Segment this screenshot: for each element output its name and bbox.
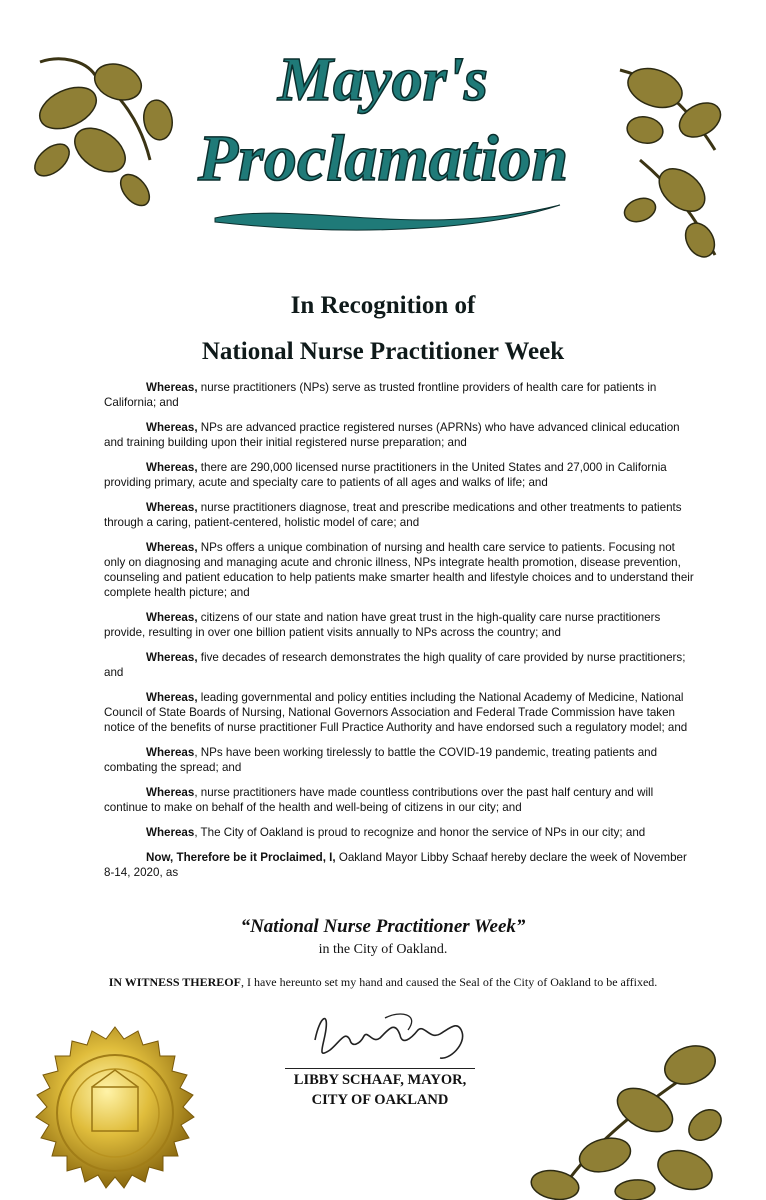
paragraph-text: , The City of Oakland is proud to recognize and honor the service of NPs in our city; and <box>194 826 646 839</box>
witness-statement <box>0 975 766 990</box>
header-artwork <box>0 0 766 270</box>
paragraph-lead: Whereas <box>146 746 195 759</box>
signatory-name: LIBBY SCHAAF, MAYOR, <box>293 1072 467 1088</box>
paragraph-lead: Now, Therefore be it Proclaimed, I, <box>146 851 336 864</box>
proclaimed-week-name: “National Nurse Practitioner Week” <box>240 916 526 937</box>
whereas-paragraph <box>104 460 694 490</box>
paragraph-lead: Whereas <box>146 826 195 839</box>
whereas-paragraph <box>104 690 694 735</box>
whereas-paragraph <box>104 540 694 600</box>
whereas-paragraph <box>104 380 694 410</box>
whereas-paragraph <box>104 500 694 530</box>
paragraph-lead: Whereas <box>146 786 195 799</box>
city-seal-icon <box>0 1025 230 1200</box>
paragraph-text: nurse practitioners (NPs) serve as trusted frontline providers of health care for patients in California; and <box>104 381 657 409</box>
paragraph-text: citizens of our state and nation have great trust in the high-quality care nurse practitioners provide, resulting in over one billion patient visits annually to NPs across the country; and <box>104 611 661 639</box>
paragraph-lead: Whereas, <box>146 541 198 554</box>
header-title-line1: Mayor's <box>277 46 489 114</box>
paragraph-lead: Whereas, <box>146 501 198 514</box>
paragraph-text: , NPs have been working tirelessly to battle the COVID-19 pandemic, treating patients and combating the spread; and <box>104 746 658 774</box>
paragraph-lead: Whereas, <box>146 651 198 664</box>
signature-line <box>285 1068 475 1069</box>
whereas-paragraph <box>104 785 694 815</box>
paragraph-text: , nurse practitioners have made countless contributions over the past half century and will continue to make on behalf of the health and well-being of citizens in our city; and <box>104 786 654 814</box>
paragraph-text: NPs offers a unique combination of nursing and health care service to patients. Focusing not only on diagnosing and managing acute and chronic illness, NPs integrate health promotion, disease prevention, counseling and patient education to help patients make smarter health and lifestyle choices and to understand their complete health picture; and <box>104 541 694 599</box>
whereas-paragraph <box>104 420 694 450</box>
header-flourish <box>215 205 560 230</box>
witness-text: , I have hereunto set my hand and caused the Seal of the City of Oakland to be affixed. <box>240 975 658 989</box>
witness-lead: IN WITNESS THEREOF <box>108 975 241 989</box>
paragraph-lead: Whereas, <box>146 611 198 624</box>
leaves-top-right-icon <box>620 62 727 263</box>
paragraph-text: there are 290,000 licensed nurse practitioners in the United States and 27,000 in California providing primary, acute and specialty care to patients of all ages and walks of life; and <box>104 461 667 489</box>
mayor-signature <box>290 1000 490 1070</box>
proclamation-header <box>0 0 766 270</box>
signature-icon <box>290 1000 490 1070</box>
leaves-top-left-icon <box>29 58 175 211</box>
signatory-city: CITY OF OAKLAND <box>311 1092 449 1108</box>
paragraph-lead: Whereas, <box>146 691 198 704</box>
leaves-bottom-right-icon <box>495 1030 745 1200</box>
whereas-paragraph <box>104 610 694 640</box>
header-title-line2: Proclamation <box>197 122 569 195</box>
paragraph-lead: Whereas, <box>146 461 198 474</box>
proclamation-body <box>104 380 694 890</box>
whereas-paragraph <box>104 650 694 680</box>
paragraph-text: nurse practitioners diagnose, treat and prescribe medications and other treatments to patients through a caring, patient-centered, holistic model of care; and <box>104 501 682 529</box>
whereas-paragraph <box>104 825 694 840</box>
paragraph-lead: Whereas, <box>146 381 198 394</box>
paragraph-text: NPs are advanced practice registered nurses (APRNs) who have advanced clinical education and training building upon their initial registered nurse preparation; and <box>104 421 680 449</box>
paragraph-lead: Whereas, <box>146 421 198 434</box>
title-line-1: In Recognition of <box>290 292 476 319</box>
paragraph-text: five decades of research demonstrates the high quality of care provided by nurse practitioners; and <box>104 651 686 679</box>
proclaimed-city: in the City of Oakland. <box>318 942 448 957</box>
proclaimed-paragraph <box>104 850 694 880</box>
title-line-2: National Nurse Practitioner Week <box>201 338 565 365</box>
whereas-paragraph <box>104 745 694 775</box>
paragraph-text: Oakland Mayor Libby Schaaf hereby declare the week of November 8-14, 2020, as <box>104 851 687 879</box>
paragraph-text: leading governmental and policy entities including the National Academy of Medicine, National Council of State Boards of Nursing, National Governors Association and Federal Trade Commission have taken notice of the benefits of nurse practitioner Full Practice Authority and have endorsed such a regulatory model; and <box>104 691 688 734</box>
